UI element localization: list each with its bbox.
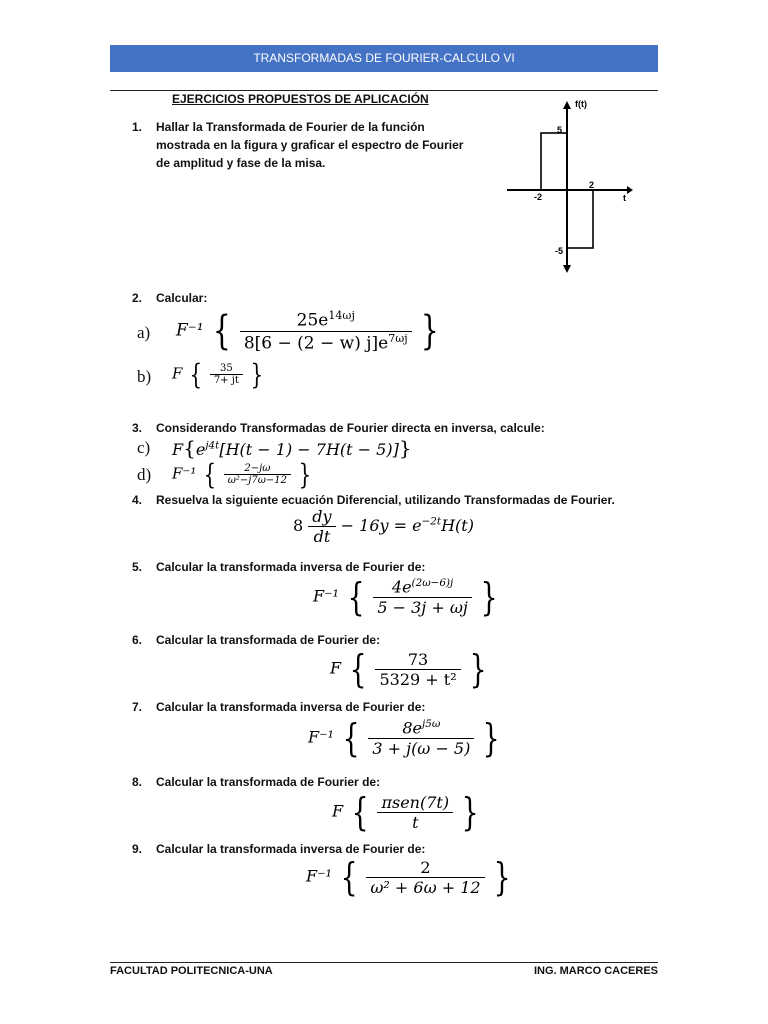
denominator: 3 + j(ω − 5) [368, 738, 474, 758]
exercise-text: Calcular la transformada inversa de Fourier de: [156, 700, 426, 714]
exercise-number: 8. [132, 775, 143, 789]
denominator: dt [308, 526, 335, 546]
footer-left: FACULTAD POLITECNICA-UNA [110, 965, 273, 977]
t-axis-arrow [627, 186, 633, 194]
exercise-text: Calcular la transformada inversa de Fourier de: [156, 842, 426, 856]
exercise-number: 1. [132, 120, 143, 134]
num-exponent: j5ω [422, 718, 441, 731]
header-title: TRANSFORMADAS DE FOURIER-CALCULO VI [110, 45, 658, 72]
header-rule [110, 90, 658, 91]
sub-d: d) [137, 465, 152, 484]
exercise-text: Considerando Transformadas de Fourier directa en inversa, calcule: [156, 421, 545, 435]
formula-8: F { $\frac{\text{πsen(7t)}}{t}$ } [332, 790, 479, 834]
exponent: −2t [421, 515, 442, 528]
body: [H(t − 1) − 7H(t − 5)] [219, 440, 399, 459]
operator: F⁻¹ [176, 320, 204, 341]
operator: F [330, 658, 342, 678]
formula-b: F { $\frac{35}{7+ jt}$ } [172, 358, 263, 391]
graph-t-pos: 2 [589, 180, 595, 190]
exercise-text: Calcular la transformada de Fourier de: [156, 633, 381, 647]
formula-6: F { $\frac{73}{\text{5329 + t²}}$ } [330, 647, 487, 691]
exercise-number: 3. [132, 421, 143, 435]
exercise-number: 2. [132, 291, 143, 305]
numerator: 2 [420, 857, 431, 877]
exercise-number: 9. [132, 842, 143, 856]
numerator: 25e [296, 310, 329, 331]
num-exponent: 14ωj [328, 308, 355, 322]
coefficient: 8 [293, 516, 304, 535]
exercise-number: 7. [132, 700, 143, 714]
exercise-text: Hallar la Transformada de Fourier de la función mostrada en la figura y graficar el espectro de Fourier de amplitud y fase de la misa. [156, 120, 464, 170]
graph-val-neg: -5 [555, 246, 564, 256]
operator: F⁻¹ [308, 727, 334, 747]
graph-t-neg: -2 [534, 192, 543, 202]
numerator: 8e [402, 718, 423, 738]
operator: F [172, 440, 184, 459]
formula-c: $F\{e^{j4t}[H(t - 1) - 7H(t - 5)]\}$ [172, 436, 412, 460]
base: e [195, 440, 206, 459]
exercise-text: Resuelva la siguiente ecuación Diferencial, utilizando Transformadas de Fourier. [156, 493, 615, 507]
exercise-text: Calcular la transformada inversa de Fourier de: [156, 560, 426, 574]
exercise-number: 4. [132, 493, 143, 507]
footer-right: ING. MARCO CACERES [533, 965, 658, 977]
num-exponent: (2ω−6)j [411, 577, 454, 590]
operator: F⁻¹ [306, 866, 332, 886]
numerator: 4e [391, 577, 412, 597]
operator: F⁻¹ [172, 464, 197, 483]
denominator: ω²−j7ω−12 [224, 474, 291, 486]
positive-pulse [541, 133, 567, 190]
sub-c: c) [137, 438, 151, 457]
numerator: 2−jω [244, 463, 271, 474]
exercise-number: 5. [132, 560, 143, 574]
graph-ylabel: f(t) [575, 99, 587, 109]
negative-pulse [567, 190, 593, 248]
exponent: j4t [205, 439, 220, 452]
formula-d: F⁻¹ { $\frac{2-j\omega}{\text{ω²−j7ω−12}}$ } [172, 458, 311, 491]
f-axis-arrow-down [563, 265, 571, 273]
formula-4 [293, 507, 474, 546]
formula-7: F⁻¹ { $\frac{8e^{j5\omega}}{3 + j(\omega - 5)}$ } [308, 716, 501, 760]
operator: F [332, 801, 344, 821]
denominator: 5 − 3j + ωj [373, 597, 471, 617]
denominator: 8[6 − (2 − w) j]e [243, 333, 389, 354]
sub-a: a) [137, 323, 151, 342]
den-exponent: 7ωj [388, 331, 408, 345]
tail: H(t) [441, 516, 474, 535]
operator: F [172, 364, 183, 383]
denominator: 7+ jt [210, 374, 243, 386]
f-axis-arrow-up [563, 101, 571, 109]
numerator: 73 [407, 649, 429, 669]
exercise-text: Calcular la transformada de Fourier de: [156, 775, 381, 789]
graph-val-pos: 5 [557, 125, 563, 135]
numerator: 35 [219, 363, 233, 374]
formula-5: F⁻¹ { $\frac{4e^{(2\omega-6)j}}{5 - 3j + \omega j}$ } [313, 575, 498, 619]
exercise-number: 6. [132, 633, 143, 647]
graph-xlabel: t [623, 193, 626, 203]
operator: F⁻¹ [313, 586, 339, 606]
section-title: EJERCICIOS PROPUESTOS DE APLICACIÓN [172, 92, 429, 106]
numerator: πsen(7t) [381, 792, 450, 812]
denominator: 5329 + t² [375, 669, 460, 689]
formula-a: F⁻¹ { $\frac{25e^{14\omega j}}{8[6 - (2 - w) j]e^{7\omega j}}$ } [176, 308, 439, 354]
exercise-text: Calcular: [156, 291, 208, 305]
footer-rule [110, 962, 658, 963]
rhs: − 16y = e [340, 516, 422, 535]
denominator: t [377, 812, 453, 832]
denominator: ω² + 6ω + 12 [366, 877, 484, 897]
piecewise-graph [505, 95, 635, 275]
numerator: dy [312, 507, 332, 526]
sub-b: b) [137, 367, 152, 386]
formula-9: F⁻¹ { $\frac{2}{\text{ω² + 6ω + 12}}$ } [306, 855, 511, 899]
